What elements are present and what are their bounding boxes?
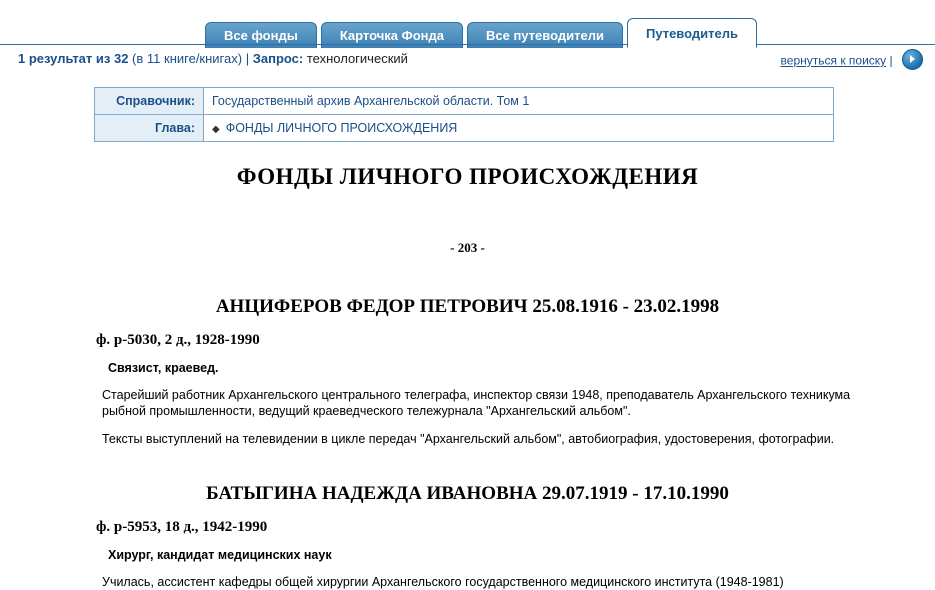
entry-paragraph-2-1: Училась, ассистент кафедры общей хирургии Архангельского государственного медицинского института (1948-1981)	[102, 575, 784, 589]
entry-paragraph-1-1: Старейший работник Архангельского центрального телеграфа, инспектор связи 1948, преподаватель Архангельского техникума рыбной промышленности, ведущий краеведческого тележурнала "Архангельский альбом".	[102, 388, 851, 418]
query-label: Запрос:	[252, 51, 304, 66]
spravochnik-value[interactable]: Государственный архив Архангельской области. Том 1	[204, 88, 834, 115]
query-value: технологический	[306, 51, 408, 66]
action-separator: |	[889, 53, 893, 68]
tab-all-funds[interactable]: Все фонды	[205, 22, 317, 48]
glava-value[interactable]: ФОНДЫ ЛИЧНОГО ПРОИСХОЖДЕНИЯ	[225, 121, 458, 135]
entry-fond-2: ф. р-5953, 18 д., 1942-1990	[96, 519, 268, 535]
result-count: 1 результат из 32	[18, 51, 129, 66]
info-separator: |	[245, 51, 250, 66]
info-row	[0, 44, 935, 73]
tab-all-guides[interactable]: Все путеводители	[467, 22, 623, 48]
spravochnik-label: Справочник:	[95, 88, 204, 115]
result-summary	[18, 51, 408, 66]
entry-fond-1: ф. р-5030, 2 д., 1928-1990	[96, 332, 260, 348]
result-books: (в 11 книге/книгах)	[132, 51, 243, 66]
tab-fund-card[interactable]: Карточка Фонда	[321, 22, 463, 48]
entry-paragraph-1-2: Тексты выступлений на телевидении в цикле передач "Архангельский альбом", автобиография, удостоверения, фотографии.	[102, 432, 835, 446]
table-row	[95, 115, 834, 142]
glava-label: Глава:	[95, 115, 204, 142]
back-to-search-link[interactable]: вернуться к поиску	[780, 53, 887, 68]
reference-header-table	[94, 87, 834, 142]
document-body	[0, 164, 935, 590]
page-title: ФОНДЫ ЛИЧНОГО ПРОИСХОЖДЕНИЯ	[236, 164, 699, 189]
info-actions	[781, 51, 923, 72]
tab-guide[interactable]: Путеводитель	[627, 18, 757, 48]
table-row	[95, 88, 834, 115]
entry-title-1: АНЦИФЕРОВ ФЕДОР ПЕТРОВИЧ 25.08.1916 - 23.02.1998	[215, 296, 720, 317]
arrow-right-icon[interactable]	[902, 49, 923, 70]
tab-bar	[0, 0, 935, 44]
entry-role-1: Связист, краевед.	[108, 361, 219, 375]
page-number: - 203 -	[450, 240, 485, 255]
entry-role-2: Хирург, кандидат медицинских наук	[108, 548, 332, 562]
glava-value-cell	[204, 115, 834, 142]
diamond-bullet-icon: ◆	[212, 124, 220, 135]
entry-title-2: БАТЫГИНА НАДЕЖДА ИВАНОВНА 29.07.1919 - 17.10.1990	[206, 483, 729, 504]
